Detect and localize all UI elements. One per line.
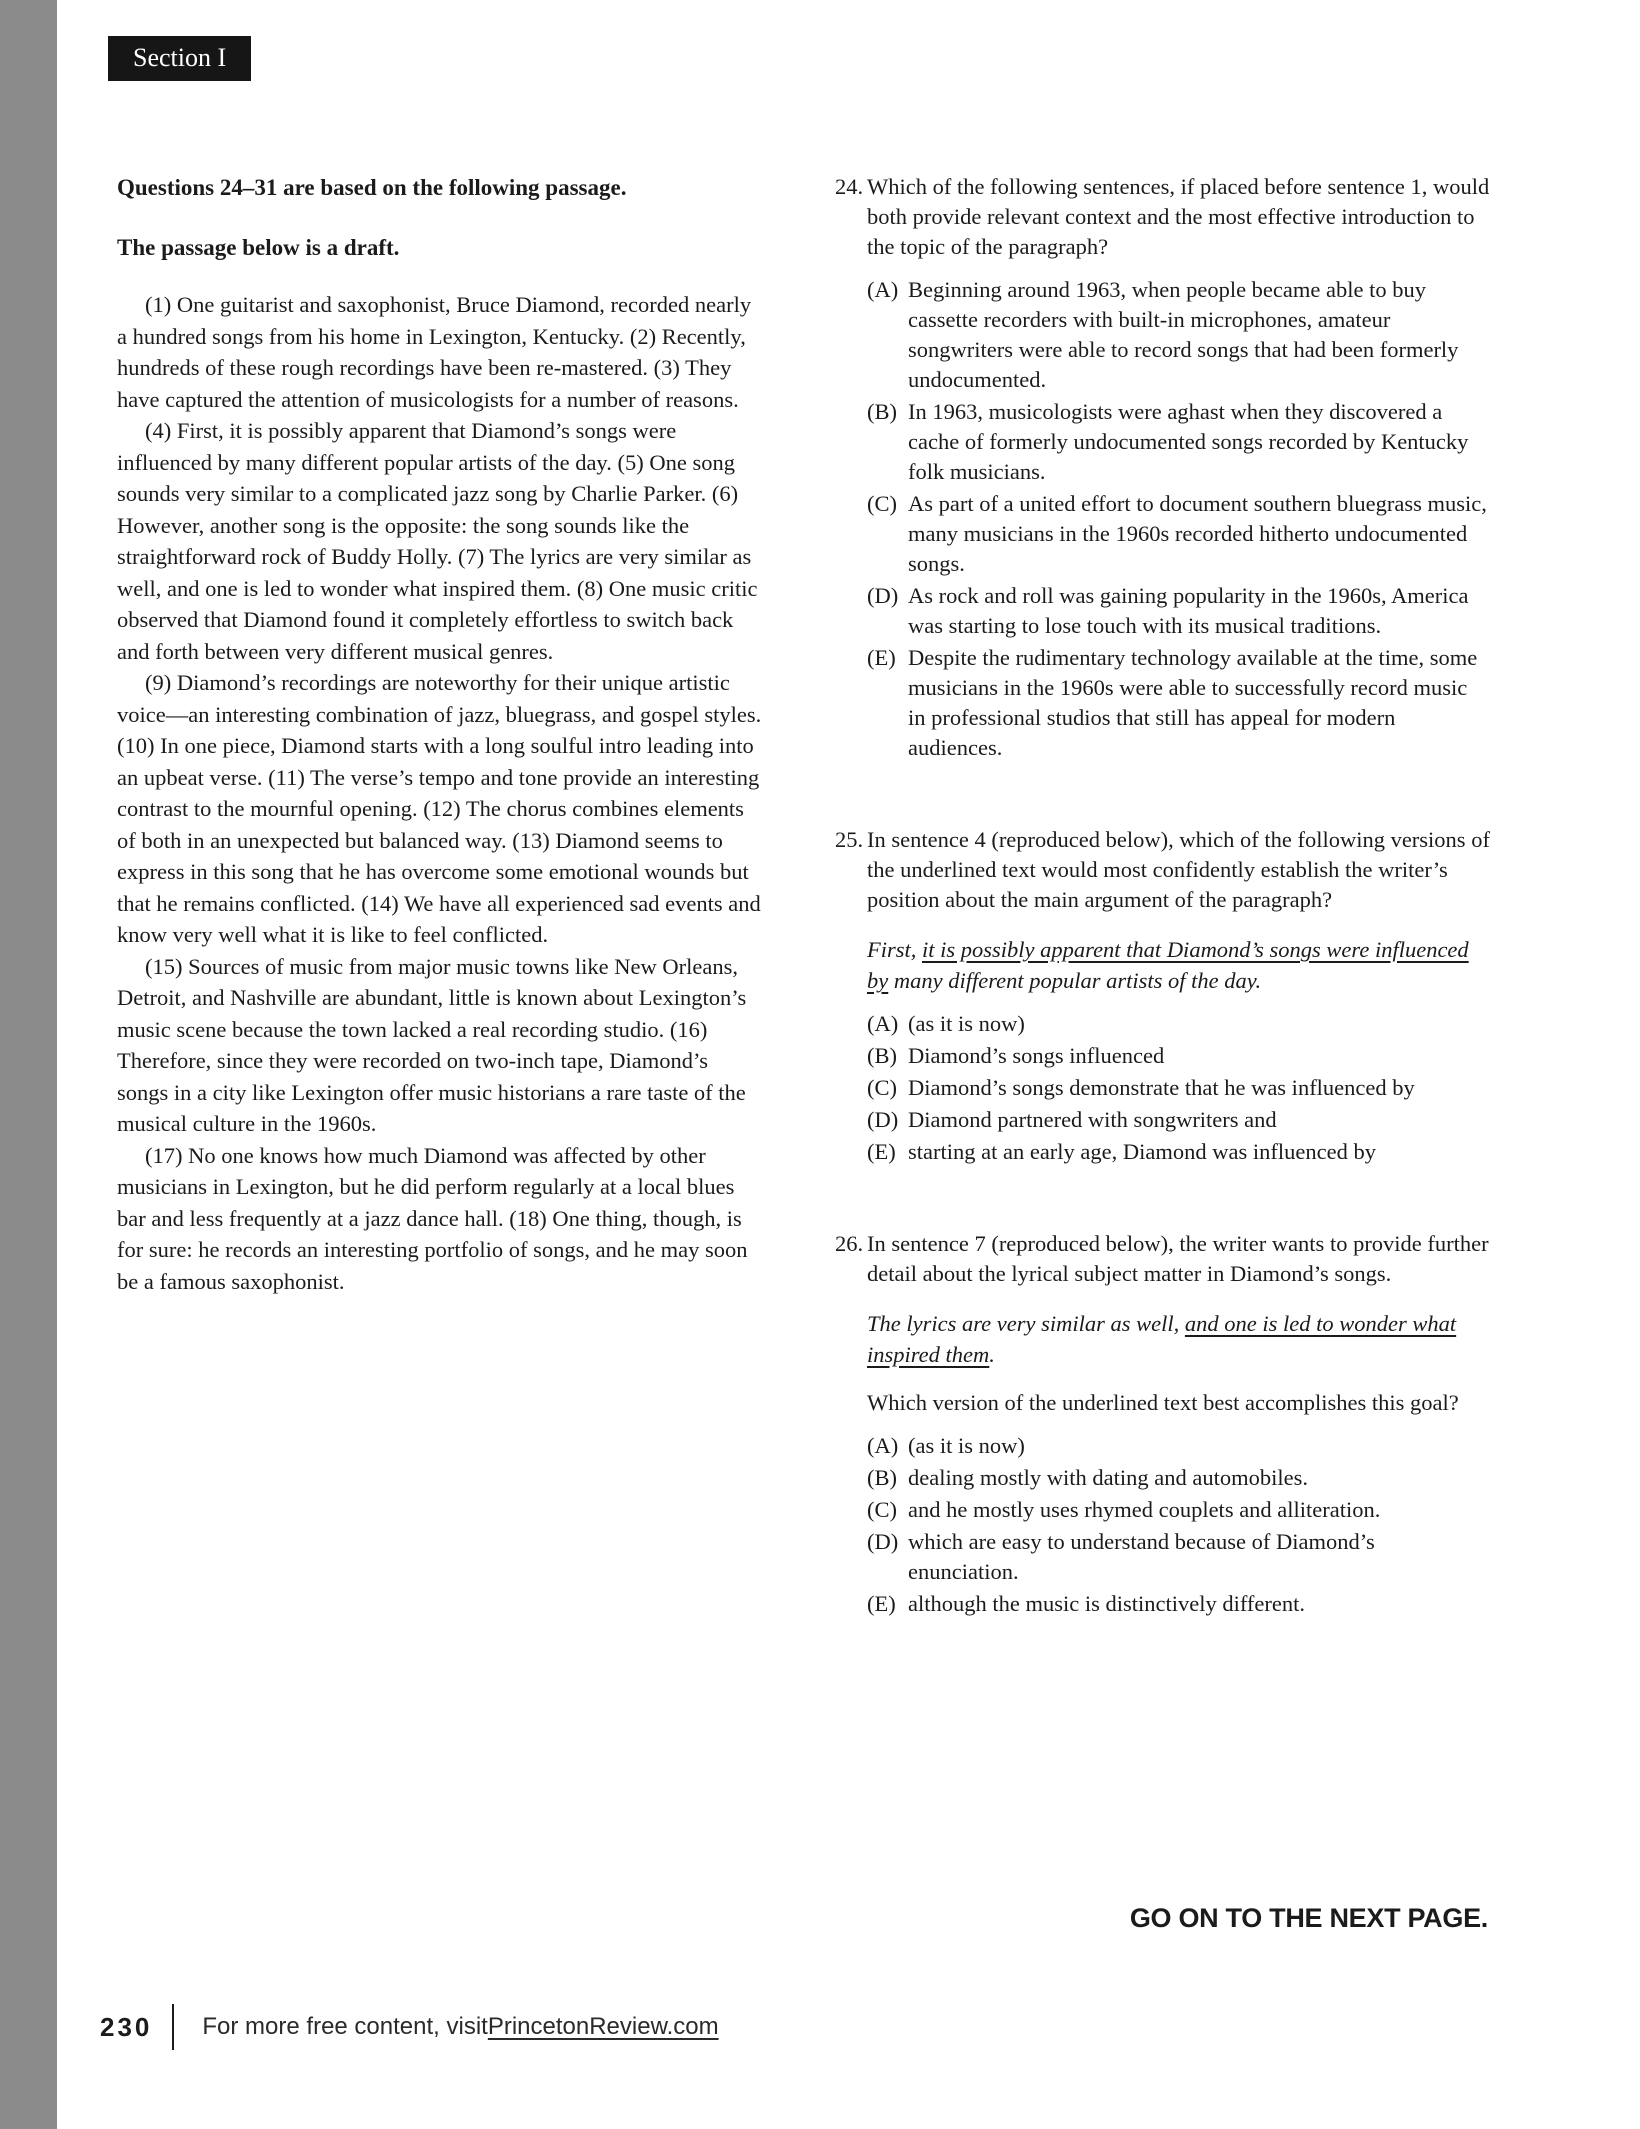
answer-choice bbox=[867, 1527, 1490, 1587]
choice-text: dealing mostly with dating and automobiles. bbox=[908, 1465, 1308, 1490]
question-26 bbox=[835, 1229, 1490, 1619]
excerpt-underlined: it is possibly apparent that Diamond’s songs were influenced by bbox=[867, 937, 1469, 993]
answer-choices bbox=[867, 1431, 1490, 1619]
passage-paragraph: (15) Sources of music from major music towns like New Orleans, Detroit, and Nashville are abundant, little is known about Lexington’s music scene because the town lacked a real recording studio. (16) Therefore, since they were recorded on two-inch tape, Diamond’s songs in a city like Lexington offer music historians a rare taste of the musical culture in the 1960s. bbox=[117, 953, 747, 1136]
choice-letter: (E) bbox=[867, 1591, 896, 1616]
choice-letter: (B) bbox=[867, 1465, 897, 1490]
answer-choices bbox=[867, 275, 1490, 763]
choice-text: Despite the rudimentary technology available at the time, some musicians in the 1960s were able to successfully record music in professional studios that still has appeal for modern audiences. bbox=[908, 645, 1478, 760]
answer-choice bbox=[867, 1105, 1490, 1135]
choice-letter: (A) bbox=[867, 277, 899, 302]
choice-text: starting at an early age, Diamond was influenced by bbox=[908, 1139, 1376, 1164]
passage-heading: Questions 24–31 are based on the following passage. bbox=[117, 175, 627, 200]
choice-text: although the music is distinctively different. bbox=[908, 1591, 1306, 1616]
choice-letter: (D) bbox=[867, 583, 899, 608]
choice-text: As part of a united effort to document southern bluegrass music, many musicians in the 1960s recorded hitherto undocumented songs. bbox=[908, 491, 1487, 576]
answer-choice bbox=[867, 1589, 1490, 1619]
passage-subheading: The passage below is a draft. bbox=[117, 235, 400, 260]
choice-text: Diamond partnered with songwriters and bbox=[908, 1107, 1277, 1132]
question-number: 26. bbox=[835, 1231, 864, 1256]
footer-text: For more free content, visit bbox=[202, 2013, 488, 2040]
question-stem: In sentence 7 (reproduced below), the writer wants to provide further detail about the lyrical subject matter in Diamond’s songs. bbox=[867, 1231, 1489, 1286]
question-number: 24. bbox=[835, 174, 864, 199]
choice-text: which are easy to understand because of Diamond’s enunciation. bbox=[908, 1529, 1375, 1584]
passage-paragraphs bbox=[117, 289, 762, 1297]
passage-paragraph: (4) First, it is possibly apparent that Diamond’s songs were influenced by many different popular artists of the day. (5) One song sounds very similar to a complicated jazz song by Charlie Parker. (6) However, another song is the opposite: the song sounds like the straightforward rock of Buddy Holly. (7) The lyrics are very similar as well, and one is led to wonder what inspired them. (8) One music critic observed that Diamond found it completely effortless to switch back and forth between very different musical genres. bbox=[117, 418, 758, 664]
reproduced-sentence bbox=[867, 934, 1490, 996]
answer-choice bbox=[867, 1073, 1490, 1103]
choice-letter: (C) bbox=[867, 1497, 897, 1522]
answer-choice bbox=[867, 581, 1490, 641]
choice-letter: (C) bbox=[867, 491, 897, 516]
passage-column bbox=[117, 173, 762, 1297]
footer-divider bbox=[172, 2004, 174, 2050]
choice-letter: (A) bbox=[867, 1011, 899, 1036]
question-stem: Which of the following sentences, if placed before sentence 1, would both provide relevant context and the most effective introduction to the topic of the paragraph? bbox=[867, 174, 1490, 259]
choice-letter: (A) bbox=[867, 1433, 899, 1458]
excerpt-post: . bbox=[989, 1342, 995, 1367]
answer-choices bbox=[867, 1009, 1490, 1167]
question-24 bbox=[835, 172, 1490, 763]
answer-choice bbox=[867, 1009, 1490, 1039]
choice-text: (as it is now) bbox=[908, 1011, 1025, 1036]
choice-letter: (D) bbox=[867, 1107, 899, 1132]
go-on-instruction: GO ON TO THE NEXT PAGE. bbox=[1129, 1903, 1488, 1933]
passage-paragraph: (17) No one knows how much Diamond was affected by other musicians in Lexington, but he did perform regularly at a local blues bar and less frequently at a jazz dance hall. (18) One thing, though, is for sure: he records an interesting portfolio of songs, and he may soon be a famous saxophonist. bbox=[117, 1142, 748, 1294]
choice-text: Diamond’s songs influenced bbox=[908, 1043, 1165, 1068]
left-margin-strip bbox=[0, 0, 57, 2129]
choice-text: Diamond’s songs demonstrate that he was influenced by bbox=[908, 1075, 1415, 1100]
choice-text: and he mostly uses rhymed couplets and alliteration. bbox=[908, 1497, 1381, 1522]
answer-choice bbox=[867, 643, 1490, 763]
excerpt-pre: First, bbox=[867, 937, 923, 962]
choice-text: Beginning around 1963, when people became able to buy cassette recorders with built-in microphones, amateur songwriters were able to record songs that had been formerly undocumented. bbox=[908, 277, 1459, 392]
question-stem-followup: Which version of the underlined text best accomplishes this goal? bbox=[867, 1390, 1459, 1415]
answer-choice bbox=[867, 1041, 1490, 1071]
answer-choice bbox=[867, 1463, 1490, 1493]
choice-text: In 1963, musicologists were aghast when they discovered a cache of formerly undocumented songs recorded by Kentucky folk musicians. bbox=[908, 399, 1469, 484]
question-25 bbox=[835, 825, 1490, 1167]
choice-letter: (B) bbox=[867, 399, 897, 424]
choice-letter: (E) bbox=[867, 645, 896, 670]
passage-paragraph: (9) Diamond’s recordings are noteworthy for their unique artistic voice—an interesting combination of jazz, bluegrass, and gospel styles. (10) In one piece, Diamond starts with a long soulful intro leading into an upbeat verse. (11) The verse’s tempo and tone provide an interesting contrast to the mournful opening. (12) The chorus combines elements of both in an unexpected but balanced way. (13) Diamond seems to express in this song that he has overcome some emotional wounds but that he remains conflicted. (14) We have all experienced sad events and know very well what it is like to feel conflicted. bbox=[117, 670, 762, 947]
question-number: 25. bbox=[835, 827, 864, 852]
page-footer bbox=[100, 2004, 719, 2050]
questions-column bbox=[835, 172, 1490, 1621]
passage-paragraph: (1) One guitarist and saxophonist, Bruce Diamond, recorded nearly a hundred songs from his home in Lexington, Kentucky. (2) Recently, hundreds of these rough recordings have been re-mastered. (3) They have captured the attention of musicologists for a number of reasons. bbox=[117, 292, 752, 412]
section-label: Section I bbox=[108, 36, 251, 81]
excerpt-post: many different popular artists of the day. bbox=[888, 968, 1262, 993]
choice-letter: (D) bbox=[867, 1529, 899, 1554]
choice-text: (as it is now) bbox=[908, 1433, 1025, 1458]
answer-choice bbox=[867, 1137, 1490, 1167]
answer-choice bbox=[867, 1431, 1490, 1461]
choice-letter: (E) bbox=[867, 1139, 896, 1164]
footer-link[interactable]: PrincetonReview.com bbox=[487, 2013, 719, 2040]
question-stem: In sentence 4 (reproduced below), which of the following versions of the underlined text would most confidently establish the writer’s position about the main argument of the paragraph? bbox=[867, 827, 1490, 912]
choice-text: As rock and roll was gaining popularity in the 1960s, America was starting to lose touch with its musical traditions. bbox=[908, 583, 1469, 638]
answer-choice bbox=[867, 489, 1490, 579]
answer-choice bbox=[867, 1495, 1490, 1525]
answer-choice bbox=[867, 397, 1490, 487]
choice-letter: (B) bbox=[867, 1043, 897, 1068]
excerpt-underlined: and one is led to wonder what inspired them bbox=[867, 1311, 1457, 1367]
answer-choice bbox=[867, 275, 1490, 395]
choice-letter: (C) bbox=[867, 1075, 897, 1100]
excerpt-pre: The lyrics are very similar as well, bbox=[867, 1311, 1185, 1336]
page-number: 230 bbox=[100, 2011, 153, 2042]
reproduced-sentence bbox=[867, 1308, 1490, 1370]
